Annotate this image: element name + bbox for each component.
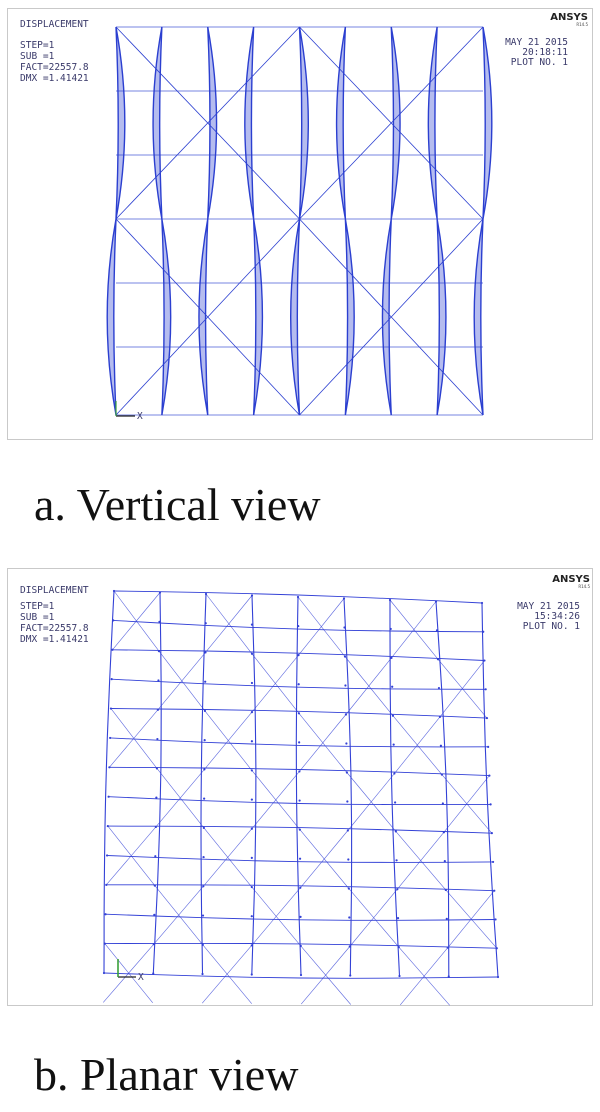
mesh-node bbox=[205, 593, 207, 595]
mesh-node bbox=[104, 913, 106, 915]
mesh-node bbox=[448, 975, 450, 977]
buckled-column bbox=[382, 219, 391, 415]
ansys-release: R14.5 bbox=[578, 584, 590, 589]
mesh-node bbox=[393, 744, 395, 746]
buckled-column bbox=[254, 219, 263, 415]
mesh-node bbox=[298, 770, 300, 772]
mesh-node bbox=[251, 594, 253, 596]
mesh-node bbox=[251, 740, 253, 742]
step-label: STEP=1 bbox=[20, 601, 55, 612]
mesh-node bbox=[251, 798, 253, 800]
mesh-node bbox=[440, 745, 442, 747]
mesh-node bbox=[435, 600, 437, 602]
mesh-node bbox=[201, 973, 203, 975]
mesh-node bbox=[398, 975, 400, 977]
mesh-node bbox=[441, 773, 443, 775]
mesh-node bbox=[390, 628, 392, 630]
mesh-brace-line bbox=[204, 712, 252, 769]
mesh-node bbox=[251, 915, 253, 917]
plot-canvas-planar bbox=[8, 569, 594, 1007]
buckled-column bbox=[291, 219, 300, 415]
mesh-node bbox=[394, 801, 396, 803]
mesh-node bbox=[446, 918, 448, 920]
ansys-logo: ANSYS bbox=[552, 574, 590, 585]
mesh-node bbox=[497, 976, 499, 978]
mesh-node bbox=[438, 687, 440, 689]
mesh-node bbox=[349, 974, 351, 976]
mesh-node bbox=[393, 772, 395, 774]
mesh-node bbox=[154, 855, 156, 857]
plot-number: PLOT NO. 1 bbox=[522, 621, 580, 632]
mesh-node bbox=[205, 622, 207, 624]
mesh-node bbox=[347, 858, 349, 860]
mesh-node bbox=[299, 829, 301, 831]
mesh-node bbox=[153, 914, 155, 916]
buckled-column bbox=[474, 219, 483, 415]
mesh-node bbox=[300, 945, 302, 947]
mesh-node bbox=[298, 683, 300, 685]
mesh-node bbox=[396, 888, 398, 890]
mesh-brace-line bbox=[400, 948, 448, 1005]
buckled-column bbox=[337, 27, 346, 219]
mesh-brace-line bbox=[440, 661, 485, 717]
mesh-node bbox=[202, 856, 204, 858]
plot-title: DISPLACEMENT bbox=[20, 19, 89, 30]
mesh-node bbox=[345, 742, 347, 744]
mesh-node bbox=[347, 829, 349, 831]
mesh-brace-line bbox=[158, 652, 206, 709]
buckled-column bbox=[199, 219, 208, 415]
mesh-node bbox=[204, 739, 206, 741]
mesh-node bbox=[158, 650, 160, 652]
mesh-node bbox=[481, 602, 483, 604]
mesh-node bbox=[346, 800, 348, 802]
plot-date: MAY 21 2015 bbox=[517, 601, 580, 612]
plot-title: DISPLACEMENT bbox=[20, 585, 89, 596]
mesh-node bbox=[155, 797, 157, 799]
sub-label: SUB =1 bbox=[20, 612, 55, 623]
mesh-node bbox=[436, 629, 438, 631]
mesh-node bbox=[445, 889, 447, 891]
mesh-node bbox=[111, 678, 113, 680]
buckled-column bbox=[437, 219, 446, 415]
mesh-node bbox=[490, 803, 492, 805]
mesh-node bbox=[439, 716, 441, 718]
mesh-node bbox=[397, 917, 399, 919]
mesh-node bbox=[493, 890, 495, 892]
mesh-node bbox=[108, 796, 110, 798]
mesh-node bbox=[155, 826, 157, 828]
mesh-node bbox=[203, 798, 205, 800]
buckled-column bbox=[162, 219, 171, 415]
mesh-node bbox=[251, 828, 253, 830]
mesh-node bbox=[299, 887, 301, 889]
mesh-node bbox=[346, 771, 348, 773]
mesh-node bbox=[485, 688, 487, 690]
mesh-node bbox=[486, 717, 488, 719]
mesh-node bbox=[153, 943, 155, 945]
mesh-node bbox=[494, 918, 496, 920]
dmx-label: DMX =1.41421 bbox=[20, 73, 89, 84]
mesh-node bbox=[202, 944, 204, 946]
mesh-node bbox=[297, 654, 299, 656]
buckled-column bbox=[345, 219, 354, 415]
mesh-node bbox=[251, 973, 253, 975]
mesh-node bbox=[156, 738, 158, 740]
axis-triad bbox=[116, 401, 143, 422]
plot-window-planar bbox=[7, 568, 593, 1006]
mesh-node bbox=[390, 657, 392, 659]
buckled-column bbox=[245, 27, 254, 219]
mesh-node bbox=[202, 885, 204, 887]
mesh-node bbox=[108, 766, 110, 768]
mesh-node bbox=[488, 775, 490, 777]
mesh-node bbox=[447, 947, 449, 949]
deformed-mesh-vertical bbox=[107, 27, 492, 415]
mesh-node bbox=[343, 597, 345, 599]
mesh-node bbox=[297, 625, 299, 627]
mesh-node bbox=[299, 858, 301, 860]
mesh-node bbox=[348, 887, 350, 889]
mesh-node bbox=[251, 682, 253, 684]
mesh-node bbox=[104, 943, 106, 945]
mesh-node bbox=[109, 737, 111, 739]
axis-x-label: X bbox=[138, 972, 144, 983]
mesh-node bbox=[106, 854, 108, 856]
mesh-node bbox=[298, 741, 300, 743]
mesh-node bbox=[349, 945, 351, 947]
ansys-logo: ANSYS bbox=[550, 12, 588, 23]
mesh-node bbox=[157, 709, 159, 711]
mesh-node bbox=[482, 631, 484, 633]
mesh-node bbox=[159, 591, 161, 593]
mesh-node bbox=[345, 713, 347, 715]
mesh-node bbox=[251, 944, 253, 946]
dmx-label: DMX =1.41421 bbox=[20, 634, 89, 645]
mesh-node bbox=[158, 621, 160, 623]
mesh-node bbox=[251, 653, 253, 655]
mesh-node bbox=[442, 802, 444, 804]
mesh-brace-line bbox=[397, 832, 444, 889]
mesh-node bbox=[299, 916, 301, 918]
buckled-column bbox=[208, 27, 217, 219]
mesh-node bbox=[204, 651, 206, 653]
mesh-node bbox=[492, 861, 494, 863]
buckled-column bbox=[391, 27, 400, 219]
mesh-node bbox=[391, 686, 393, 688]
mesh-node bbox=[203, 768, 205, 770]
fact-label: FACT=22557.8 bbox=[20, 62, 89, 73]
mesh-node bbox=[483, 659, 485, 661]
buckled-column bbox=[300, 27, 309, 219]
buckled-column bbox=[428, 27, 437, 219]
mesh-node bbox=[344, 684, 346, 686]
mesh-node bbox=[299, 799, 301, 801]
mesh-node bbox=[251, 857, 253, 859]
mesh-node bbox=[437, 658, 439, 660]
mesh-node bbox=[300, 974, 302, 976]
mesh-column-line bbox=[104, 591, 114, 973]
mesh-node bbox=[297, 596, 299, 598]
buckled-column bbox=[116, 27, 125, 219]
mesh-node bbox=[107, 825, 109, 827]
mesh-node bbox=[111, 649, 113, 651]
mesh-node bbox=[389, 599, 391, 601]
mesh-node bbox=[154, 884, 156, 886]
mesh-node bbox=[103, 972, 105, 974]
mesh-node bbox=[392, 715, 394, 717]
mesh-node bbox=[496, 947, 498, 949]
plot-time: 20:18:11 bbox=[522, 47, 568, 58]
mesh-node bbox=[204, 710, 206, 712]
mesh-node bbox=[395, 830, 397, 832]
mesh-node bbox=[251, 711, 253, 713]
mesh-node bbox=[113, 590, 115, 592]
step-label: STEP=1 bbox=[20, 40, 55, 51]
sub-label: SUB =1 bbox=[20, 51, 55, 62]
mesh-node bbox=[487, 746, 489, 748]
mesh-node bbox=[112, 619, 114, 621]
mesh-node bbox=[251, 886, 253, 888]
mesh-node bbox=[156, 767, 158, 769]
buckled-column bbox=[107, 219, 116, 415]
mesh-node bbox=[202, 914, 204, 916]
mesh-node bbox=[443, 831, 445, 833]
axis-triad bbox=[118, 959, 144, 983]
mesh-node bbox=[344, 655, 346, 657]
ansys-release: R14.5 bbox=[576, 22, 588, 27]
deformed-mesh-planar bbox=[103, 590, 499, 1005]
mesh-brace-line bbox=[205, 596, 252, 653]
mesh-node bbox=[343, 626, 345, 628]
plot-window-vertical bbox=[7, 8, 593, 440]
axis-x-label: X bbox=[137, 411, 143, 422]
plot-canvas-vertical bbox=[8, 9, 594, 441]
fact-label: FACT=22557.8 bbox=[20, 623, 89, 634]
mesh-node bbox=[251, 624, 253, 626]
caption-vertical-view: a. Vertical view bbox=[34, 479, 321, 530]
buckled-column bbox=[483, 27, 492, 219]
mesh-column-line bbox=[482, 603, 498, 977]
mesh-node bbox=[491, 832, 493, 834]
mesh-brace-line bbox=[156, 769, 205, 827]
mesh-node bbox=[152, 972, 154, 974]
mesh-node bbox=[251, 769, 253, 771]
mesh-node bbox=[203, 827, 205, 829]
mesh-node bbox=[298, 712, 300, 714]
mesh-brace-line bbox=[444, 776, 490, 833]
mesh-node bbox=[204, 681, 206, 683]
mesh-node bbox=[348, 916, 350, 918]
mesh-brace-line bbox=[154, 886, 204, 944]
caption-planar-view: b. Planar view bbox=[34, 1049, 299, 1100]
plot-time: 15:34:26 bbox=[534, 611, 580, 622]
mesh-node bbox=[105, 884, 107, 886]
mesh-node bbox=[395, 859, 397, 861]
mesh-node bbox=[444, 860, 446, 862]
mesh-node bbox=[157, 679, 159, 681]
plot-date: MAY 21 2015 bbox=[505, 37, 568, 48]
mesh-node bbox=[110, 707, 112, 709]
mesh-node bbox=[398, 946, 400, 948]
plot-number: PLOT NO. 1 bbox=[510, 57, 568, 68]
buckled-column bbox=[153, 27, 162, 219]
